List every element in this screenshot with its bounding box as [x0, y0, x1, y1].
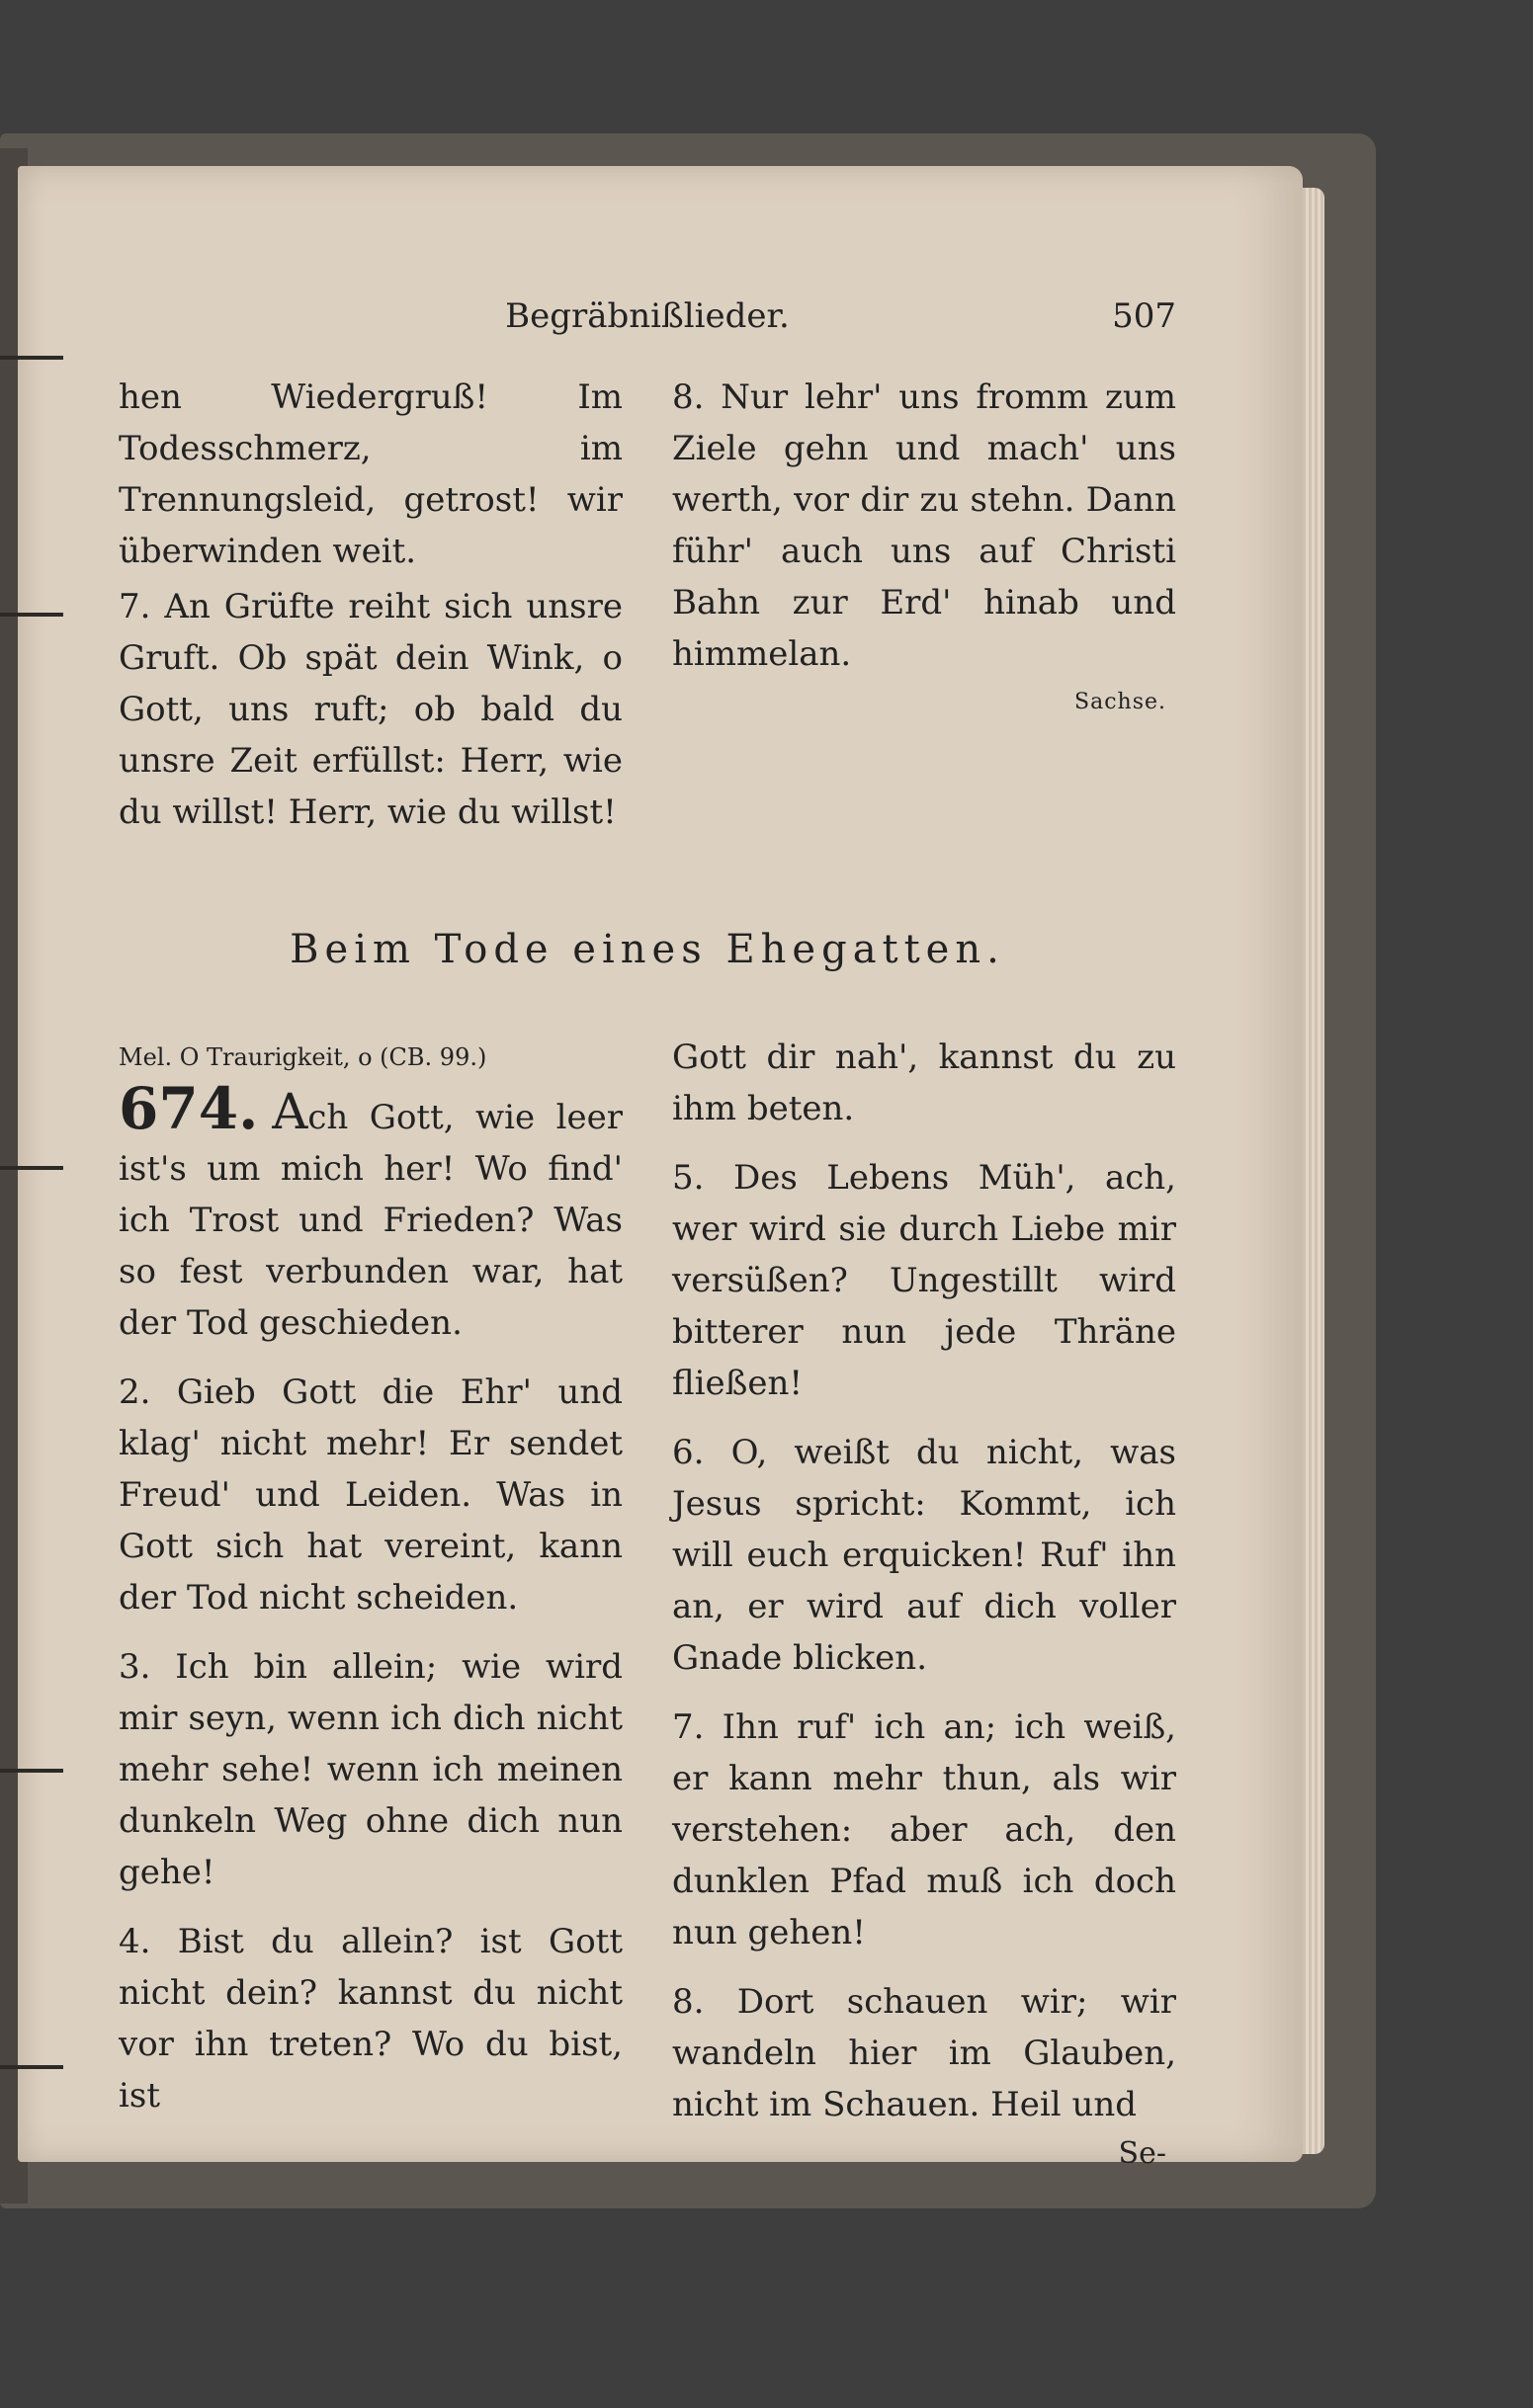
- top-left-column: [119, 372, 623, 838]
- hymn-number: 674.: [119, 1075, 259, 1142]
- hymn-left-column: [119, 1032, 623, 2171]
- first-stanza-text: ch Gott, wie leer ist's um mich her! Wo find' ich Trost und Frieden? Was so fest verbunden war, hat der Tod geschieden.: [119, 1098, 623, 1343]
- stanza: Gott dir nah', kannst du zu ihm beten.: [672, 1038, 1176, 1128]
- binding-thread: [0, 613, 63, 617]
- running-head: [119, 296, 1176, 356]
- binding-thread: [0, 2065, 63, 2069]
- melody-line: Mel. O Traurigkeit, o (CB. 99.): [119, 1043, 487, 1071]
- hymn-first-stanza: [119, 1075, 623, 1349]
- hymn-columns: [119, 1032, 1176, 2171]
- stanza: 3. Ich bin allein; wie wird mir seyn, wenn ich dich nicht mehr sehe! wenn ich meinen dunkeln Weg ohne dich nun gehe!: [119, 1647, 623, 1892]
- section-title: Beim Tode eines Ehegatten.: [290, 927, 1005, 972]
- top-right-column: [672, 372, 1176, 838]
- stanza: hen Wiedergruß! Im Todesschmerz, im Trennungsleid, getrost! wir überwinden weit.: [119, 377, 623, 571]
- stanza: 2. Gieb Gott die Ehr' und klag' nicht mehr! Er sendet Freud' und Leiden. Was in Gott sich hat vereint, kann der Tod nicht scheiden.: [119, 1372, 623, 1618]
- top-columns: [119, 372, 1176, 838]
- binding-thread: [0, 356, 63, 360]
- stanza: 7. An Grüfte reiht sich unsre Gruft. Ob spät dein Wink, o Gott, uns ruft; ob bald du unsre Zeit erfüllst: Herr, wie du willst! Herr, wie du willst!: [119, 587, 623, 832]
- author-attribution: Sachse.: [1074, 690, 1166, 714]
- binding-thread: [0, 1166, 63, 1170]
- stanza: 8. Nur lehr' uns fromm zum Ziele gehn und mach' uns werth, vor dir zu stehn. Dann führ' auch uns auf Christi Bahn zur Erd' hinab und himmelan.: [672, 377, 1176, 674]
- hymn-right-column: [672, 1032, 1176, 2171]
- stanza: 7. Ihn ruf' ich an; ich weiß, er kann mehr thun, als wir verstehen: aber ach, den dunklen Pfad muß ich doch nun gehen!: [672, 1707, 1176, 1952]
- catchword: Se-: [1118, 2136, 1166, 2171]
- page-content: [119, 296, 1176, 2171]
- stanza: 4. Bist du allein? ist Gott nicht dein? kannst du nicht vor ihn treten? Wo du bist, ist: [119, 1922, 623, 2116]
- stanza: 6. O, weißt du nicht, was Jesus spricht: Kommt, ich will euch erquicken! Ruf' ihn an, er wird auf dich voller Gnade blicken.: [672, 1433, 1176, 1678]
- running-head-title: Begräbnißlieder.: [505, 296, 790, 336]
- binding-thread: [0, 1769, 63, 1773]
- page-number: 507: [1112, 296, 1176, 336]
- stanza: 5. Des Lebens Müh', ach, wer wird sie durch Liebe mir versüßen? Ungestillt wird bitterer nun jede Thräne fließen!: [672, 1158, 1176, 1403]
- hymn-initial: A: [272, 1083, 308, 1140]
- stanza: 8. Dort schauen wir; wir wandeln hier im Glauben, nicht im Schauen. Heil und: [672, 1982, 1176, 2124]
